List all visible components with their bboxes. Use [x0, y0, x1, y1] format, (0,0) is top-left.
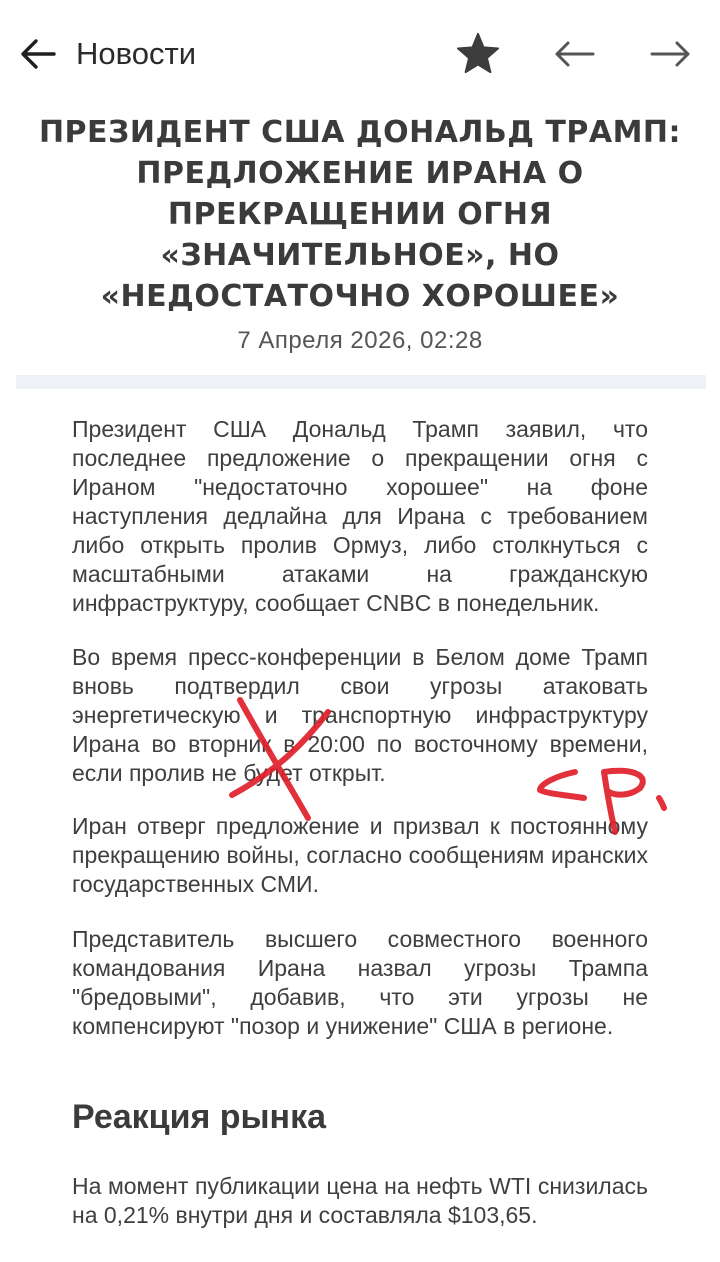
previous-article-button[interactable] [548, 30, 600, 78]
next-article-button[interactable] [645, 30, 697, 78]
arrow-right-icon [650, 38, 692, 70]
article-paragraph-3: Иран отверг предложение и призвал к постоянному прекращению войны, согласно сообщениям иранских государственных СМИ. [72, 813, 648, 897]
article-paragraph-4: Представитель высшего совместного военного командования Ирана назвал угрозы Трампа "бредовыми", добавив, что эти угрозы не компенсируют "позор и унижение" США в регионе. [72, 926, 648, 1039]
app-bar [0, 0, 720, 108]
star-icon [455, 32, 501, 76]
back-button[interactable] [14, 30, 62, 78]
market-paragraph: На момент публикации цена на нефть WTI снизилась на 0,21% внутри дня и составляла $103,65. [72, 1173, 648, 1228]
header-divider [16, 375, 706, 389]
article-paragraph-2: Во время пресс-конференции в Белом доме Трамп вновь подтвердил свои угрозы атаковать энергетическую и транспортную инфраструктуру Ирана во вторник в 20:00 по восточному времени, если пролив не будет открыт. [72, 644, 648, 786]
arrow-left-icon [553, 38, 595, 70]
arrow-back-icon [20, 38, 56, 70]
favorite-button[interactable] [452, 28, 504, 80]
article-headline: ПРЕЗИДЕНТ США ДОНАЛЬД ТРАМП: ПРЕДЛОЖЕНИЕ ИРАНА О ПРЕКРАЩЕНИИ ОГНЯ «ЗНАЧИТЕЛЬНОЕ», НО «НЕДОСТАТОЧНО ХОРОШЕЕ» [38, 115, 682, 314]
article-date: 7 Апреля 2026, 02:28 [237, 327, 483, 354]
app-bar-title: Новости [76, 36, 197, 71]
section-heading-market: Реакция рынка [72, 1098, 327, 1136]
article-paragraph-1: Президент США Дональд Трамп заявил, что последнее предложение о прекращении огня с Ираном "недостаточно хорошее" на фоне наступления дедлайна для Ирана с требованием либо открыть пролив Ормуз, либо столкнуться с масштабными атаками на гражданскую инфраструктуру, сообщает CNBC в понедельник. [72, 416, 648, 616]
